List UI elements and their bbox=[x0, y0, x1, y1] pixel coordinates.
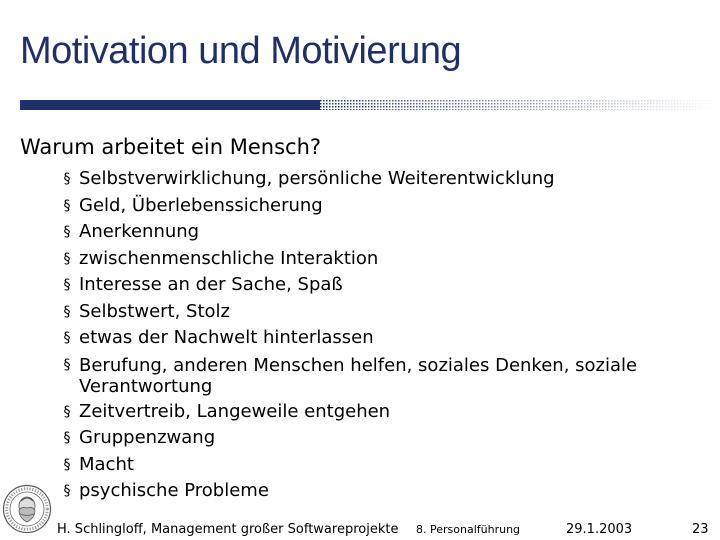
list-item bbox=[60, 246, 680, 273]
list-item-text: psychische Probleme bbox=[79, 480, 269, 501]
list-item bbox=[60, 478, 680, 505]
bullet-marker: § bbox=[63, 277, 71, 293]
list-item-text: Gruppenzwang bbox=[79, 427, 216, 448]
list-item bbox=[60, 272, 680, 299]
question-heading: Warum arbeitet ein Mensch? bbox=[20, 135, 322, 159]
bullet-marker: § bbox=[63, 356, 71, 373]
list-item-text: zwischenmenschliche Interaktion bbox=[79, 247, 379, 269]
bullet-marker: § bbox=[63, 171, 71, 187]
bullet-marker: § bbox=[63, 403, 71, 420]
title-divider-bar bbox=[20, 100, 720, 110]
list-item bbox=[60, 425, 680, 452]
list-item bbox=[60, 399, 680, 426]
bullet-marker: § bbox=[63, 330, 71, 346]
footer-author: H. Schlingloff, Management großer Softwareprojekte bbox=[57, 522, 399, 537]
list-item bbox=[60, 193, 680, 220]
footer-date: 29.1.2003 bbox=[566, 522, 633, 537]
list-item-text: etwas der Nachwelt hinterlassen bbox=[79, 327, 374, 348]
list-item bbox=[60, 166, 680, 193]
bullet-marker: § bbox=[63, 430, 71, 446]
bullet-marker: § bbox=[63, 250, 71, 267]
university-seal-logo bbox=[2, 484, 52, 534]
list-item-text: Berufung, anderen Menschen helfen, soziales Denken, soziale Verantwortung bbox=[79, 354, 638, 397]
bullet-marker: § bbox=[63, 483, 71, 499]
list-item bbox=[60, 352, 680, 399]
list-item-text: Selbstverwirklichung, persönliche Weiterentwicklung bbox=[79, 168, 555, 189]
list-item bbox=[60, 325, 680, 352]
list-item-text: Selbstwert, Stolz bbox=[79, 300, 231, 322]
list-item bbox=[60, 452, 680, 479]
list-item bbox=[60, 219, 680, 246]
list-item-text: Geld, Überlebenssicherung bbox=[79, 194, 323, 216]
bullet-list bbox=[60, 166, 680, 505]
page-number: 23 bbox=[692, 522, 709, 537]
list-item-text: Anerkennung bbox=[79, 221, 200, 242]
bullet-marker: § bbox=[63, 456, 71, 473]
list-item-text: Zeitvertreib, Langeweile entgehen bbox=[79, 400, 391, 422]
bullet-marker: § bbox=[63, 303, 71, 320]
list-item-text: Interesse an der Sache, Spaß bbox=[79, 274, 343, 295]
footer-chapter: 8. Personalführung bbox=[416, 523, 521, 536]
list-item-text: Macht bbox=[79, 453, 134, 475]
bullet-marker: § bbox=[63, 197, 71, 214]
list-item bbox=[60, 299, 680, 326]
slide-title: Motivation und Motivierung bbox=[20, 30, 462, 72]
bullet-marker: § bbox=[63, 224, 71, 240]
